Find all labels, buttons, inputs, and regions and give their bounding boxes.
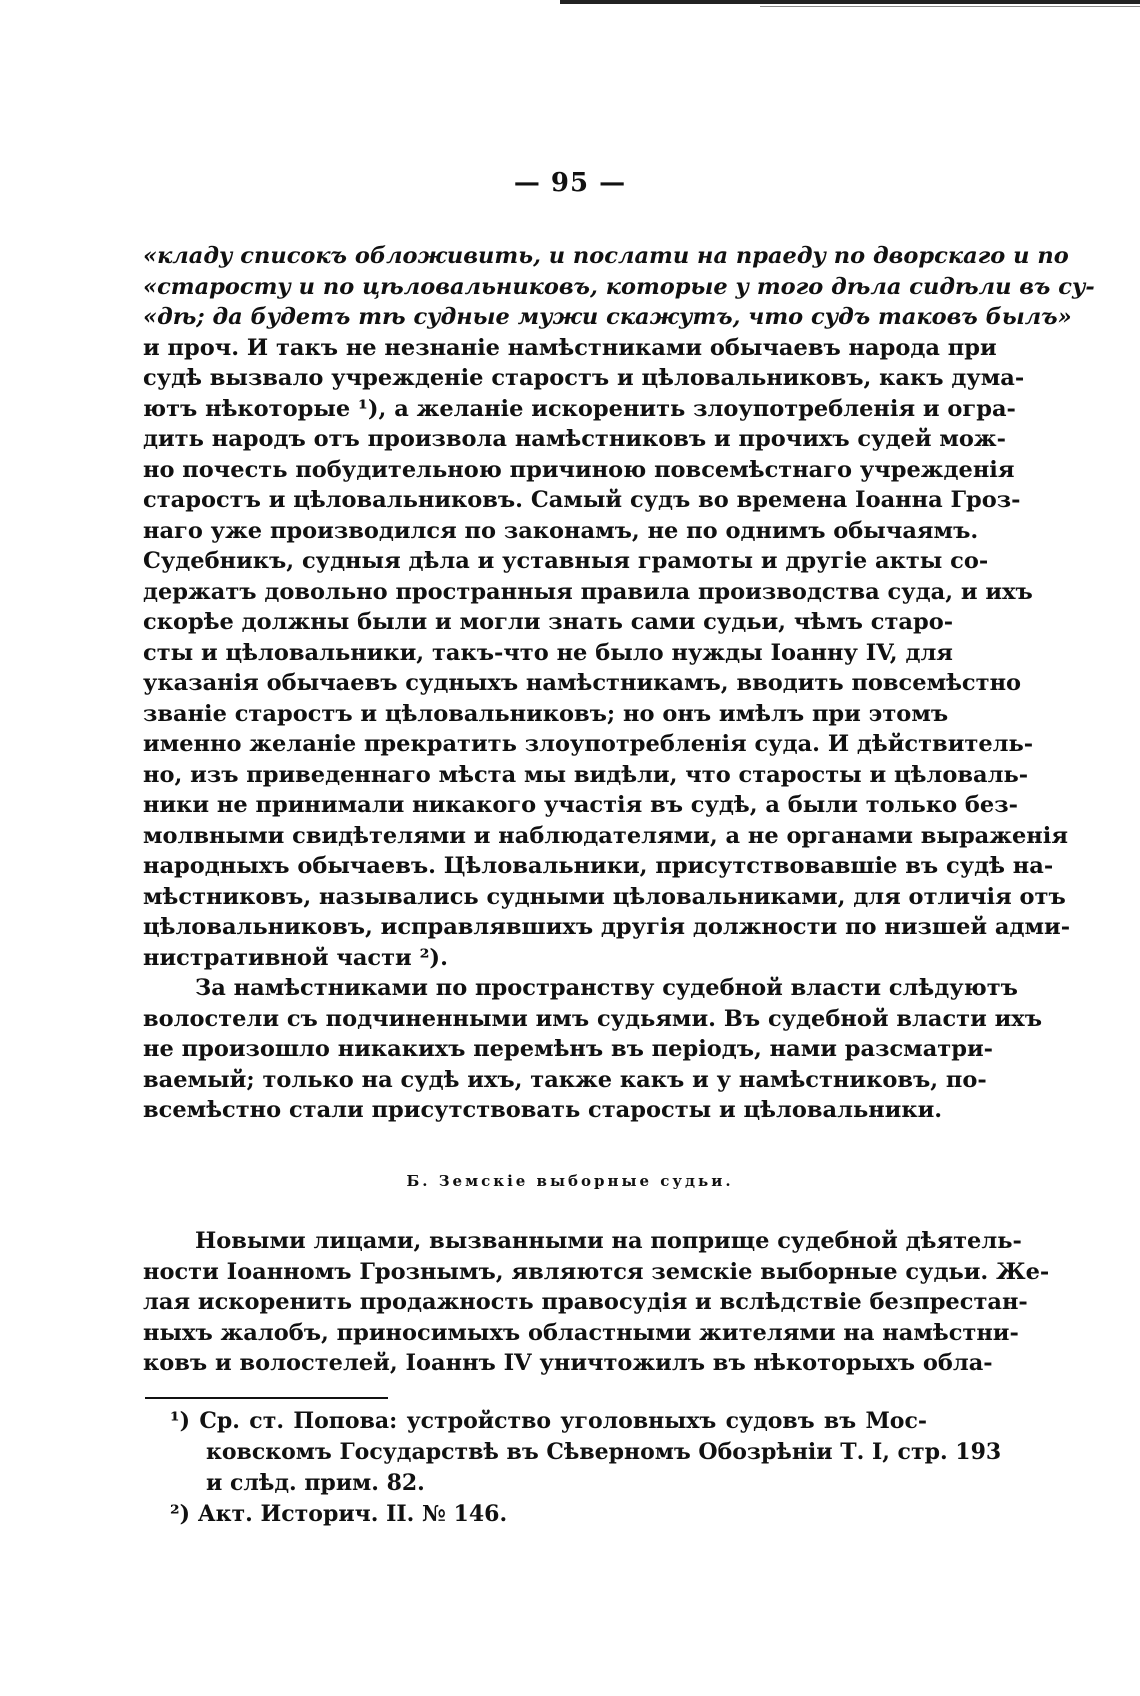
page-number: — 95 —: [513, 168, 627, 198]
text-line: ники не принимали никакого участія въ судѣ, а были только без-: [143, 792, 1018, 818]
text-line: держатъ довольно пространныя правила производства суда, и ихъ: [143, 578, 1033, 605]
text-line: «дѣ; да будетъ тѣ судные мужи скажутъ, что судъ таковъ былъ»: [143, 304, 1072, 330]
footnotes: [170, 1406, 1002, 1530]
text-line: «кладу списокъ обложивить, и послати на праеду по дворскаго и по: [143, 243, 1069, 269]
scan-edge-rule: [560, 0, 1140, 4]
text-line: званіе старостъ и цѣловальниковъ; но онъ имѣлъ при этомъ: [143, 700, 949, 727]
footnote-text: Акт. Историч. II. № 146.: [197, 1501, 508, 1527]
footnote-2: [170, 1499, 927, 1530]
text-line: старостъ и цѣловальниковъ. Самый судъ во времена Іоанна Гроз-: [143, 487, 1021, 513]
text-line: всемѣстно стали присутствовать старосты и цѣловальники.: [143, 1097, 943, 1123]
text-line: скорѣе должны были и могли знать сами судьи, чѣмъ старо-: [143, 609, 954, 635]
text-line: волостели съ подчиненными имъ судьями. Въ судебной власти ихъ: [143, 1005, 1042, 1032]
text-line: сты и цѣловальники, такъ-что не было нужды Іоанну IV, для: [143, 639, 953, 666]
scan-edge-rule-thin: [760, 6, 1140, 7]
paragraph-1: [143, 241, 1095, 1126]
footnote-divider: [145, 1397, 388, 1399]
text-line: но почесть побудительною причиною повсемѣстнаго учрежденія: [143, 456, 1015, 483]
footnote-1: [170, 1406, 927, 1437]
footnote-text: ковскомъ Государствѣ въ Сѣверномъ Обозрѣніи Т. I, стр. 193: [206, 1439, 1002, 1465]
text-line: но, изъ приведеннаго мѣста мы видѣли, что старосты и цѣловаль-: [143, 761, 1029, 788]
text-line: мѣстниковъ, назывались судными цѣловальниками, для отличія отъ: [143, 883, 1066, 910]
footnote-text: Ср. ст. Попова: устройство уголовныхъ судовъ въ Мос-: [199, 1408, 927, 1434]
text-line: Новыми лицами, вызванными на поприще судебной дѣятель-: [195, 1228, 1022, 1254]
paragraph-3: [143, 1226, 1050, 1379]
footnote-marker: ²): [170, 1501, 191, 1527]
text-line: наго уже производился по законамъ, не по однимъ обычаямъ.: [143, 517, 979, 544]
text-line: народныхъ обычаевъ. Цѣловальники, присутствовавшіе въ судѣ на-: [143, 853, 1054, 879]
text-line: указанія обычаевъ судныхъ намѣстникамъ, вводить повсемѣстно: [143, 670, 1022, 696]
text-line: именно желаніе прекратить злоупотребленія суда. И дѣйствитель-: [143, 731, 1034, 757]
text-line: За намѣстниками по пространству судебной власти слѣдуютъ: [195, 975, 1018, 1001]
text-line: ваемый; только на судѣ ихъ, также какъ и у намѣстниковъ, по-: [143, 1066, 987, 1093]
text-line: цѣловальниковъ, исправлявшихъ другія должности по низшей адми-: [143, 914, 1071, 940]
text-line: ности Іоанномъ Грознымъ, являются земскіе выборные судьи. Же-: [143, 1258, 1050, 1285]
text-line: лая искоренить продажность правосудія и вслѣдствіе безпрестан-: [143, 1289, 1028, 1315]
text-line: не произошло никакихъ перемѣнъ въ періодъ, нами разсматри-: [143, 1036, 993, 1062]
footnote-text: и слѣд. прим. 82.: [206, 1470, 425, 1496]
text-line: ютъ нѣкоторые ¹), а желаніе искоренить злоупотребленія и огра-: [143, 395, 1016, 422]
text-line: и проч. И такъ не незнаніе намѣстниками обычаевъ народа при: [143, 334, 997, 361]
text-line: молвными свидѣтелями и наблюдателями, а не органами выраженія: [143, 822, 1068, 849]
text-line: ковъ и волостелей, Іоаннъ IV уничтожилъ въ нѣкоторыхъ обла-: [143, 1350, 993, 1376]
text-line: дить народъ отъ произвола намѣстниковъ и прочихъ судей мож-: [143, 426, 1006, 452]
section-heading: Б. Земскіе выборные судьи.: [406, 1172, 734, 1190]
footnote-marker: ¹): [170, 1408, 191, 1434]
text-line: Судебникъ, судныя дѣла и уставныя грамоты и другіе акты со-: [143, 548, 989, 574]
text-line: «старосту и по цѣловальниковъ, которые у того дѣла сидѣли въ су-: [143, 273, 1095, 300]
text-line: судѣ вызвало учрежденіе старостъ и цѣловальниковъ, какъ дума-: [143, 365, 1025, 391]
text-line: ныхъ жалобъ, приносимыхъ областными жителями на намѣстни-: [143, 1319, 1019, 1346]
text-line: нистративной части ²).: [143, 944, 448, 971]
